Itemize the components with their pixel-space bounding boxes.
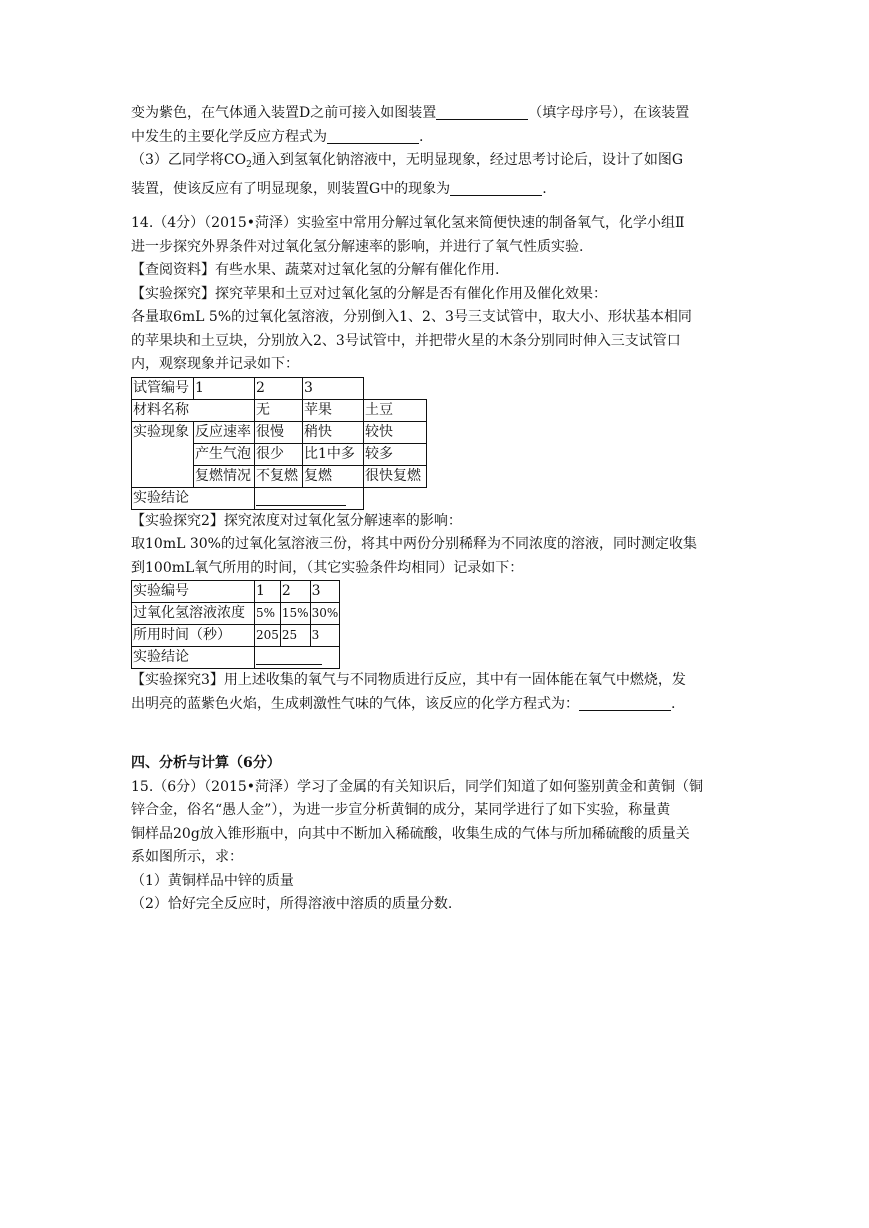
table-cell: 3: [310, 625, 340, 647]
q15-line-4: 系如图所示，求：: [131, 849, 243, 865]
table-cell: 土豆: [364, 399, 427, 421]
table-cell: 2: [280, 581, 310, 603]
table-row: [132, 487, 427, 509]
q13-line-3: [131, 149, 741, 178]
explore3-line-2: [131, 693, 741, 717]
table-cell: 较快: [364, 421, 427, 443]
conclusion-answer-cell[interactable]: [255, 487, 364, 509]
q14-line-6: 的苹果块和土豆块，分别放入2、3号试管中，并把带火星的木条分别同时伸入三支试管口: [131, 332, 681, 349]
answer-blank[interactable]: [436, 104, 528, 120]
table-cell: 实验结论: [132, 647, 255, 669]
q15-line-6: （2）恰好完全反应时，所得溶液中溶质的质量分数.: [131, 896, 453, 912]
table-cell: 205: [255, 625, 281, 647]
section-title: 四、分析与计算（6分）: [131, 755, 281, 771]
table-row: [132, 421, 427, 443]
text: （3）乙同学将CO: [131, 152, 247, 168]
text: .: [671, 695, 676, 712]
experiment-table-1: [131, 377, 427, 510]
table-cell: 过氧化氢溶液浓度: [132, 603, 255, 625]
q15-line-1: 15.（6分）（2015•菏泽）学习了金属的有关知识后，同学们知道了如何鉴别黄金和黄铜（铜: [131, 778, 704, 795]
table-cell: 实验现象: [132, 421, 194, 487]
text: .: [542, 180, 547, 197]
answer-blank[interactable]: [579, 695, 671, 711]
table-row: [132, 625, 340, 647]
table-cell: 复燃: [303, 465, 364, 487]
q13-line-1: [131, 102, 741, 126]
answer-blank[interactable]: [327, 128, 419, 144]
table-cell: 1: [255, 581, 281, 603]
table-cell: 1: [194, 377, 255, 399]
table-cell: 产生气泡: [194, 443, 255, 465]
q14-line-5: 各量取6mL 5%的过氧化氢溶液，分别倒入1、2、3号三支试管中，取大小、形状基本相同: [131, 309, 692, 325]
q14-line-3: 【查阅资料】有些水果、蔬菜对过氧化氢的分解有催化作用.: [131, 262, 500, 278]
table-cell: 较多: [364, 443, 427, 465]
q15-line-3: 铜样品20g放入锥形瓶中，向其中不断加入稀硫酸，收集生成的气体与所加稀硫酸的质量关: [131, 825, 690, 842]
q14-line-4: 【实验探究】探究苹果和土豆对过氧化氢的分解是否有催化作用及催化效果：: [131, 285, 607, 302]
q13-line-2: [131, 126, 741, 150]
text: 变为紫色，在气体通入装置D之前可接入如图装置: [131, 105, 437, 121]
table-cell: 5%: [255, 603, 281, 625]
table-cell: 15%: [280, 603, 310, 625]
text: 出明亮的蓝紫色火焰，生成刺激性气味的气体，该反应的化学方程式为：: [131, 695, 579, 712]
table-cell: 不复燃: [255, 465, 303, 487]
q14-line-7: 内，观察现象并记录如下：: [131, 356, 299, 372]
document-page: [131, 102, 741, 917]
table-cell: 实验结论: [132, 487, 255, 509]
table-cell: 比1中多: [303, 443, 364, 465]
table-cell: 材料名称: [132, 399, 255, 421]
text: 装置，使该反应有了明显现象，则装置G中的现象为: [131, 180, 451, 197]
table-cell: 实验编号: [132, 581, 255, 603]
table-cell: 很少: [255, 443, 303, 465]
q14-line-1: 14.（4分）（2015•菏泽）实验室中常用分解过氧化氢来简便快速的制备氧气，化学小组Ⅱ: [131, 215, 685, 231]
text: 中发生的主要化学反应方程式为: [131, 128, 327, 145]
table-cell: 复燃情况: [194, 465, 255, 487]
subscript: 2: [246, 160, 252, 170]
table-cell: 很慢: [255, 421, 303, 443]
table-cell: 25: [280, 625, 310, 647]
q15-line-5: （1）黄铜样品中锌的质量: [131, 872, 294, 889]
answer-blank[interactable]: [450, 180, 542, 196]
table-cell: 稍快: [303, 421, 364, 443]
text: 通入到氢氧化钠溶液中，无明显现象，经过思考讨论后，设计了如图G: [251, 152, 684, 168]
table-cell: 试管编号: [132, 377, 194, 399]
table-cell: 3: [310, 581, 340, 603]
table-row: [132, 399, 427, 421]
q15-line-2: 锌合金，俗名“愚人金”），为进一步宣分析黄铜的成分，某同学进行了如下实验，称量黄: [131, 802, 671, 818]
table-row: [132, 603, 340, 625]
conclusion-answer-cell[interactable]: [255, 647, 340, 669]
q14-line-2: 进一步探究外界条件对过氧化氢分解速率的影响，并进行了氧气性质实验.: [131, 238, 584, 255]
table-cell-empty: [364, 377, 427, 399]
table-cell: 苹果: [303, 399, 364, 421]
table-cell: 反应速率: [194, 421, 255, 443]
explore2-line-2: 到100mL氧气所用的时间，（其它实验条件均相同）记录如下：: [131, 559, 524, 576]
table-row: [132, 377, 427, 399]
text: .: [419, 128, 424, 145]
explore2-title: 【实验探究2】探究浓度对过氧化氢分解速率的影响：: [131, 512, 462, 529]
table-cell: 2: [255, 377, 303, 399]
table-cell: 30%: [310, 603, 340, 625]
explore2-line-1: 取10mL 30%的过氧化氢溶液三份，将其中两份分别稀释为不同浓度的溶液，同时测定收集: [131, 536, 697, 552]
q13-line-4: [131, 178, 741, 202]
table-row: [132, 647, 340, 669]
table-cell: 3: [303, 377, 364, 399]
table-cell-empty: [364, 487, 427, 509]
experiment-table-2: [131, 580, 340, 669]
text: （填字母序号），在该装置: [528, 105, 690, 121]
table-cell: 所用时间（秒）: [132, 625, 255, 647]
explore3-line-1: 【实验探究3】用上述收集的氧气与不同物质进行反应，其中有一固体能在氧气中燃烧，发: [131, 672, 686, 688]
table-row: [132, 581, 340, 603]
table-cell: 很快复燃: [364, 465, 427, 487]
table-cell: 无: [255, 399, 303, 421]
